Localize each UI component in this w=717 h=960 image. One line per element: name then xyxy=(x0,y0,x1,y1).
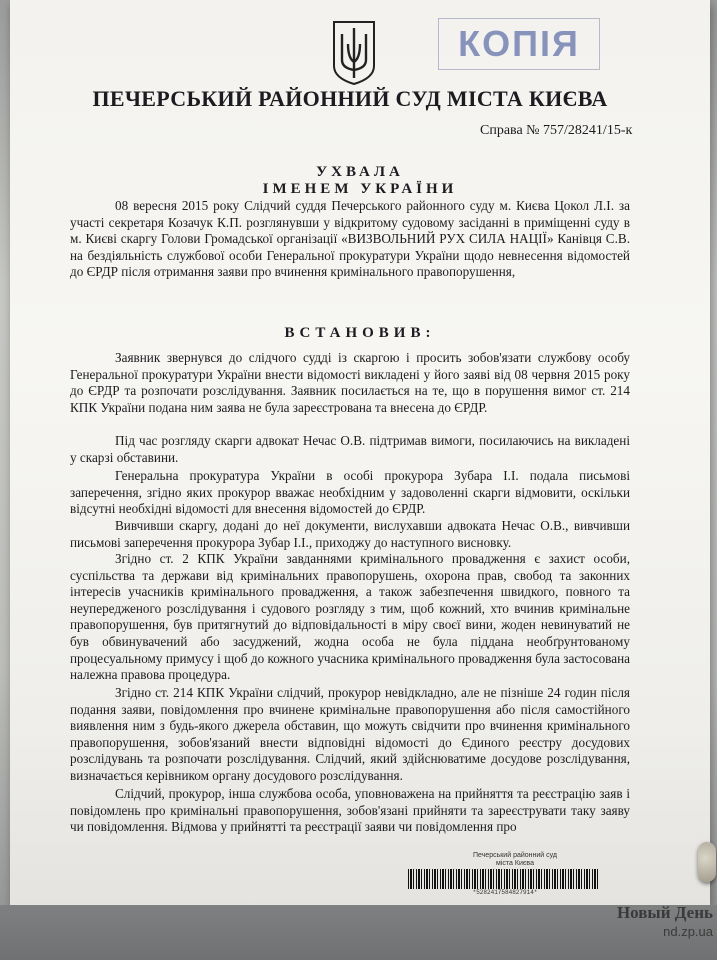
court-barcode-stamp xyxy=(450,852,580,868)
body-paragraph-lawyer: Під час розгляду скарги адвокат Нечас О.В. підтримав вимоги, посилаючись на викладені у скарзі обставини. xyxy=(70,433,630,465)
barcode-number: *5282417584827914* xyxy=(472,889,538,896)
body-paragraph-claim: Заявник звернувся до слідчого судді із скаргою і просить зобов'язати службову особу Генеральної прокуратури України внести відомості викладені у його заяві від 08 червня 2015 року до ЄРДР та розпочати розслідування. Заявник посилається на те, що в порушення вимог ст. 214 КПК України подана ним заява не була зареєстрована та внесена до ЄРДР. xyxy=(70,350,630,415)
intro-paragraph: 08 вересня 2015 року Слідчий суддя Печерського районного суду м. Києва Цокол Л.І. за участі секретаря Козачук К.П. розглянувши у відкритому судовому засіданні в приміщенні суду в м. Києві скаргу Голови Громадської організації «ВИЗВОЛЬНИЙ РУХ СИЛА НАЦІЇ» Канівця С.В. на бездіяльність службової особи Генеральної прокуратури України щодо невнесення відомостей до ЄРДР після отримання заяви про вчинення кримінального правопорушення, xyxy=(70,198,630,280)
site-watermark xyxy=(568,903,713,941)
body-paragraph-review: Вивчивши скаргу, додані до неї документи, вислухавши адвоката Нечас О.В., вивчивши письмові заперечення прокурора Зубар І.І., приходжу до наступного висновку. xyxy=(70,518,630,550)
established-heading: ВСТАНОВИВ: xyxy=(284,325,436,341)
push-pin xyxy=(698,842,716,882)
copy-stamp: КОПІЯ xyxy=(438,18,600,70)
court-document-page xyxy=(10,0,710,905)
court-stamp-line-2: міста Києва xyxy=(496,860,534,867)
barcode xyxy=(408,869,598,889)
court-name: ПЕЧЕРСЬКИЙ РАЙОННИЙ СУД МІСТА КИЄВА xyxy=(92,86,608,111)
court-stamp-line-1: Печерський районний суд xyxy=(472,852,558,859)
document-title: УХВАЛА xyxy=(316,164,404,180)
document-subtitle: ІМЕНЕМ УКРАЇНИ xyxy=(262,181,458,197)
body-paragraph-prosecution: Генеральна прокуратура України в особі прокурора Зубара І.І. подала письмові заперечення, згідно яких прокурор вважає необхідним у задоволенні скарги відмовити, оскільки відсутні необхідні відомості для внесення відомостей до ЄРДР. xyxy=(70,468,630,517)
body-paragraph-registration: Слідчий, прокурор, інша службова особа, уповноважена на прийняття та реєстрацію заяв і повідомлень про кримінальні правопорушення, зобов'язані прийняти та зареєструвати таку заяву чи повідомлення. Відмова у прийнятті та реєстрації заяви чи повідомлення про xyxy=(70,786,630,835)
watermark-url: nd.zp.ua xyxy=(663,924,713,939)
body-paragraph-article-214: Згідно ст. 214 КПК України слідчий, прокурор невідкладно, але не пізніше 24 годин після подання заяви, повідомлення про вчинене кримінальне правопорушення або після самостійного виявлення ним з будь-якого джерела обставин, що можуть свідчити про вчинення кримінального правопорушення, зобов'язаний внести відповідні відомості до Єдиного реєстру досудових розслідувань та розпочати розслідування. Слідчий, який здійснюватиме досудове розслідування, визначається керівником органу досудового розслідування. xyxy=(70,685,630,783)
case-number: Справа № 757/28241/15-к xyxy=(480,123,633,138)
body-paragraph-article-2: Згідно ст. 2 КПК України завданнями кримінального провадження є захист особи, суспільства та держави від кримінальних правопорушень, охорона прав, свобод та законних інтересів учасників кримінального провадження, а також забезпечення швидкого, повного та неупередженого розслідування і судового розгляду з тим, щоб кожний, хто вчинив кримінальне правопорушення, був притягнутий до відповідальності в міру своєї вини, жоден невинуватий не був обвинувачений або засуджений, жодна особа не була піддана необґрунтованому процесуальному примусу і щоб до кожного учасника кримінального провадження була застосована належна правова процедура. xyxy=(70,551,630,683)
trident-emblem-icon xyxy=(330,20,378,86)
watermark-brand: Новый День xyxy=(616,903,713,922)
